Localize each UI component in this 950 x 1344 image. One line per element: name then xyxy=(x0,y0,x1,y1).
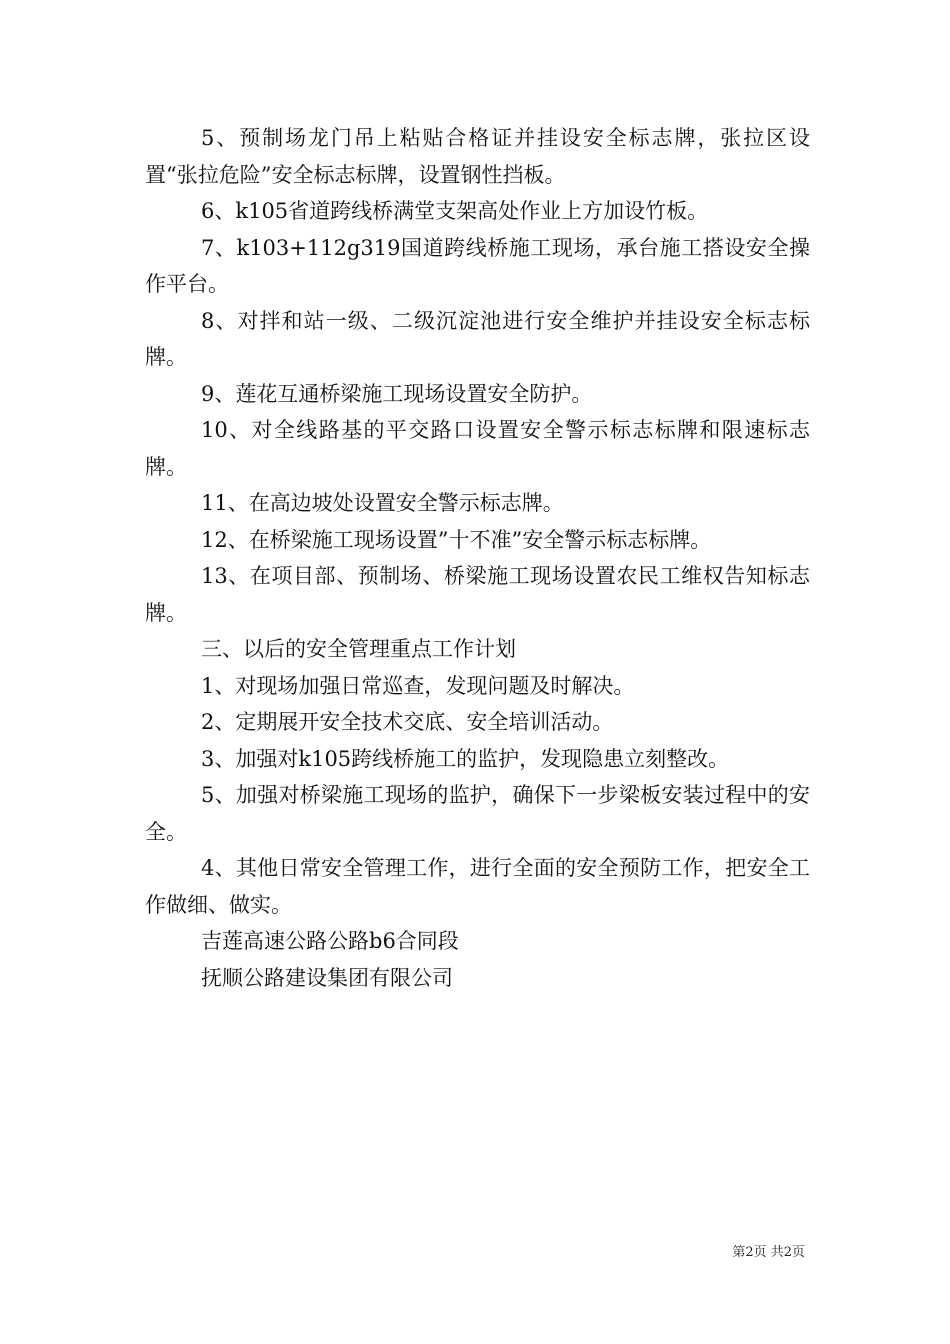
paragraph-item-13-worker-rights: 13、在项目部、预制场、桥梁施工现场设置农民工维权告知标志牌。 xyxy=(145,564,810,625)
plan-item-2-safety-training: 2、定期展开安全技术交底、安全培训活动。 xyxy=(201,710,614,734)
paragraph-item-5-gantry-crane: 5、预制场龙门吊上粘贴合格证并挂设安全标志牌，张拉区设置“张拉危险”安全标志标牌，设置钢性挡板。 xyxy=(145,126,810,187)
paragraph-item-6-bamboo-boards: 6、k105省道跨线桥满堂支架高处作业上方加设竹板。 xyxy=(201,199,709,223)
page-number-footer: 第2页 共2页 xyxy=(732,1245,805,1260)
plan-item-4-daily-management: 4、其他日常安全管理工作，进行全面的安全预防工作，把安全工作做细、做实。 xyxy=(145,856,810,917)
paragraph-item-11-high-slopes: 11、在高边坡处设置安全警示标志牌。 xyxy=(201,491,564,515)
paragraph-item-9-lianhua-interchange: 9、莲花互通桥梁施工现场设置安全防护。 xyxy=(201,381,593,406)
document-body xyxy=(145,120,810,996)
plan-item-1-daily-inspection: 1、对现场加强日常巡查，发现问题及时解决。 xyxy=(201,673,635,698)
paragraph-item-10-level-crossings: 10、对全线路基的平交路口设置安全警示标志标牌和限速标志牌。 xyxy=(145,418,810,479)
paragraph-item-8-sedimentation-tanks: 8、对拌和站一级、二级沉淀池进行安全维护并挂设安全标志标牌。 xyxy=(145,308,810,369)
paragraph-item-7-operation-platform: 7、k103+112g319国道跨线桥施工现场，承台施工搭设安全操作平台。 xyxy=(145,235,810,296)
plan-item-3-k105-monitoring: 3、加强对k105跨线桥施工的监护，发现隐患立刻整改。 xyxy=(201,746,730,771)
paragraph-item-12-ten-prohibitions: 12、在桥梁施工现场设置”十不准”安全警示标志标牌。 xyxy=(201,527,712,552)
signature-company: 抚顺公路建设集团有限公司 xyxy=(201,965,453,990)
section-heading-future-plan: 三、以后的安全管理重点工作计划 xyxy=(201,637,516,661)
signature-contract-section: 吉莲高速公路公路b6合同段 xyxy=(201,929,459,953)
plan-item-5-bridge-monitoring: 5、加强对桥梁施工现场的监护，确保下一步梁板安装过程中的安全。 xyxy=(145,783,810,844)
